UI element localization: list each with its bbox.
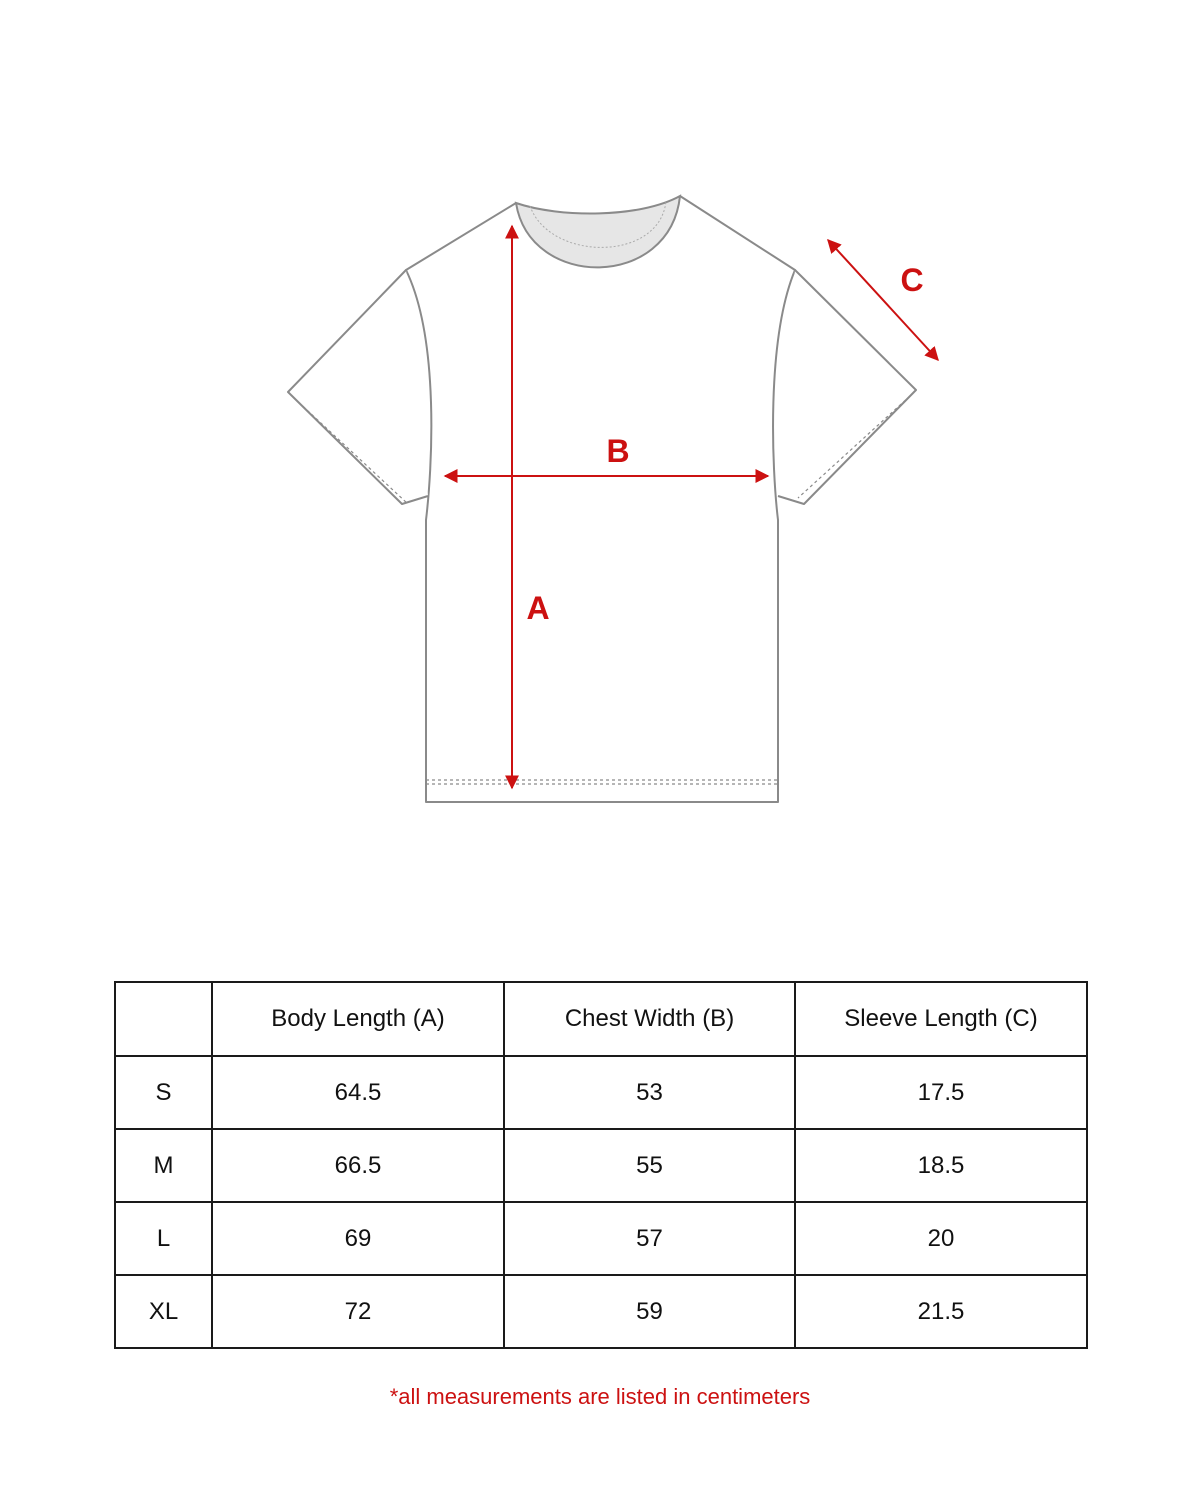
label-b: B [606,433,630,469]
tshirt-left-sleeve [288,270,428,504]
sleeve-length-cell: 18.5 [795,1129,1087,1202]
chest-width-cell: 59 [504,1275,795,1348]
header-sleeve-length: Sleeve Length (C) [795,982,1087,1056]
header-corner [115,982,212,1056]
header-chest-width: Chest Width (B) [504,982,795,1056]
size-cell: XL [115,1275,212,1348]
body-length-cell: 69 [212,1202,504,1275]
body-length-cell: 66.5 [212,1129,504,1202]
table-row [115,1202,1087,1275]
sleeve-length-cell: 20 [795,1202,1087,1275]
tshirt-outline [288,196,916,802]
table-row [115,1275,1087,1348]
size-cell: L [115,1202,212,1275]
table-header-row [115,982,1087,1056]
size-cell: S [115,1056,212,1129]
size-chart-table [114,981,1088,1349]
tshirt-right-sleeve [778,270,916,504]
chest-width-cell: 57 [504,1202,795,1275]
sleeve-length-cell: 21.5 [795,1275,1087,1348]
label-a: A [526,590,550,626]
header-body-length: Body Length (A) [212,982,504,1056]
measurement-footnote: *all measurements are listed in centimeters [389,1384,811,1409]
table-row [115,1129,1087,1202]
chest-width-cell: 53 [504,1056,795,1129]
body-length-cell: 64.5 [212,1056,504,1129]
chest-width-cell: 55 [504,1129,795,1202]
table-row [115,1056,1087,1129]
sleeve-length-cell: 17.5 [795,1056,1087,1129]
size-cell: M [115,1129,212,1202]
tshirt-body [406,196,795,802]
label-c: C [900,262,924,298]
body-length-cell: 72 [212,1275,504,1348]
